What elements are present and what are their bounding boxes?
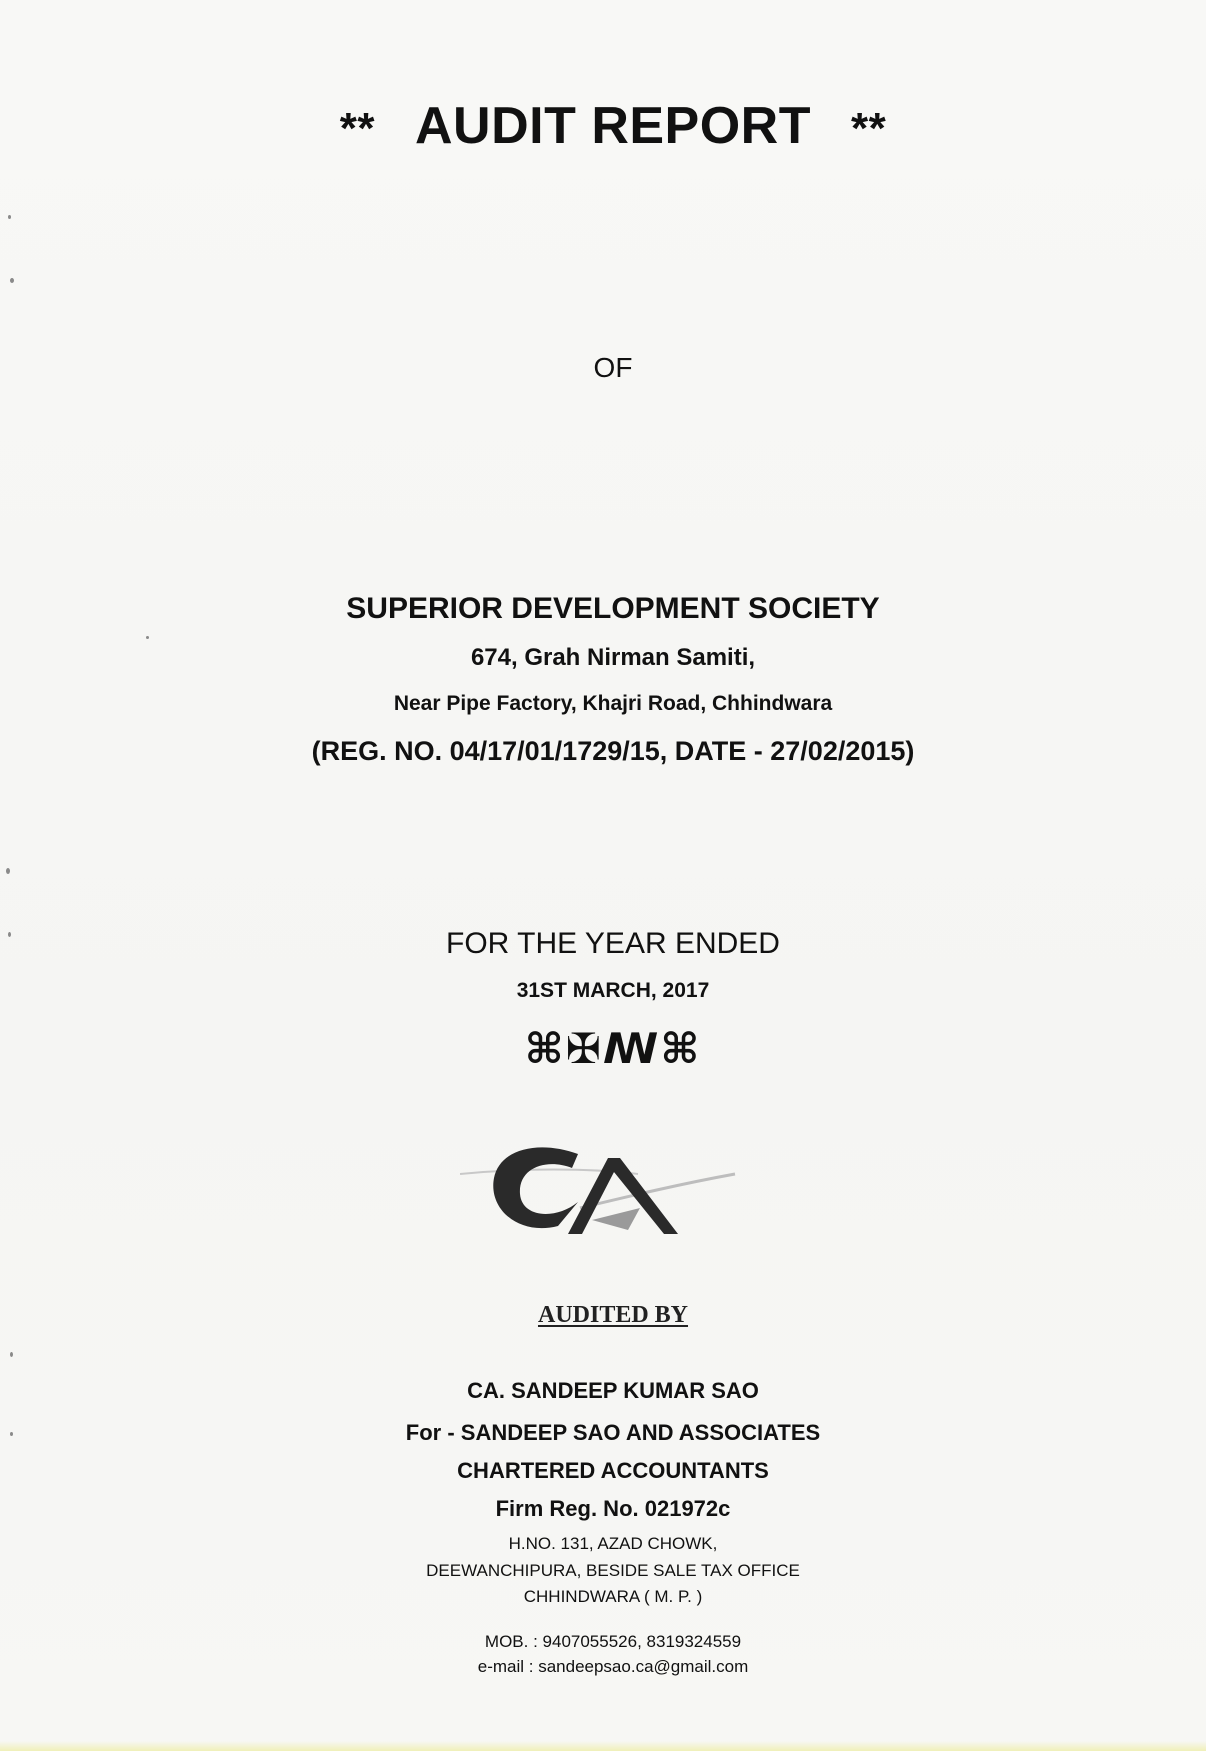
auditor-address-line1: H.NO. 131, AZAD CHOWK, [508, 1534, 718, 1553]
organization-registration: (REG. NO. 04/17/01/1729/15, DATE - 27/02/2015) [311, 736, 915, 766]
ca-logo-icon [460, 1138, 740, 1248]
auditor-firm: For - SANDEEP SAO AND ASSOCIATES [405, 1420, 821, 1445]
auditor-address-line2: DEEWANCHIPURA, BESIDE SALE TAX OFFICE [426, 1561, 800, 1580]
auditor-designation: CHARTERED ACCOUNTANTS [457, 1458, 769, 1483]
scan-speck [146, 636, 149, 639]
organization-name: SUPERIOR DEVELOPMENT SOCIETY [346, 592, 880, 625]
auditor-firm-registration: Firm Reg. No. 021972c [495, 1496, 731, 1521]
year-ended-date: 31ST MARCH, 2017 [516, 979, 710, 1002]
title-stars-right: ** [851, 104, 887, 153]
audited-by-heading: AUDITED BY [537, 1302, 689, 1328]
auditor-address-line3: CHHINDWARA ( M. P. ) [523, 1587, 703, 1606]
title-stars-left: ** [339, 104, 375, 153]
scan-speck [8, 932, 11, 937]
auditor-mobile: MOB. : 9407055526, 8319324559 [484, 1632, 742, 1651]
of-label: OF [593, 352, 633, 383]
report-title-text: AUDIT REPORT [415, 97, 811, 155]
report-title [10, 96, 1206, 156]
page-bottom-edge [0, 1741, 1206, 1751]
scan-speck [8, 215, 11, 219]
organization-address-line1: 674, Grah Nirman Samiti, [470, 644, 756, 671]
auditor-email: e-mail : sandeepsao.ca@gmail.com [477, 1657, 749, 1676]
scan-speck [10, 278, 14, 283]
scan-speck [10, 1432, 13, 1436]
year-ended-label: FOR THE YEAR ENDED [446, 927, 780, 960]
auditor-name: CA. SANDEEP KUMAR SAO [467, 1378, 759, 1403]
scan-speck [10, 1352, 13, 1357]
ornament-divider: ⌘✠ꟿ⌘ [524, 1024, 702, 1073]
scan-speck [6, 868, 10, 874]
organization-address-line2: Near Pipe Factory, Khajri Road, Chhindwara [393, 692, 833, 715]
